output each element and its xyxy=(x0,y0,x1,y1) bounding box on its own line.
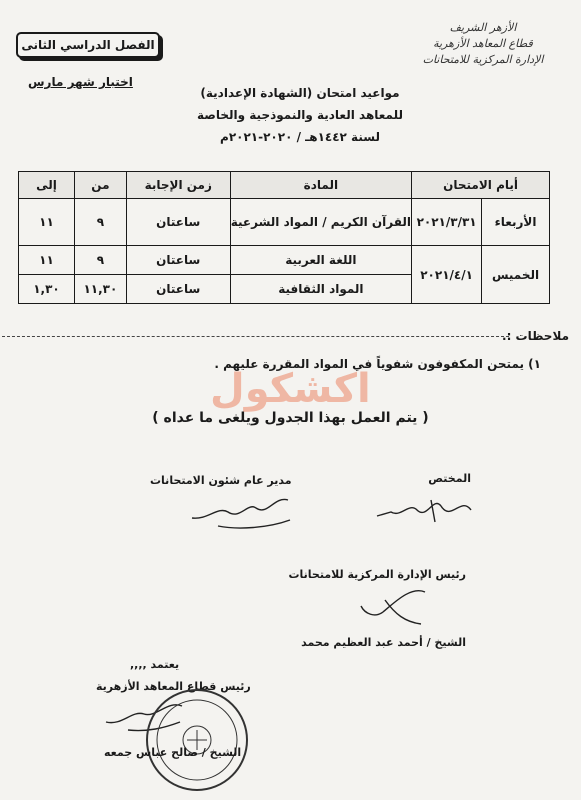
notes-label: ملاحظات :. xyxy=(502,329,569,343)
org-line-3: الإدارة المركزية للامتحانات xyxy=(422,53,544,66)
official-stamp xyxy=(142,685,252,795)
test-month-label: اختبار شهر مارس xyxy=(28,75,133,89)
sector-head-name: الشيخ / صالح عباس جمعه xyxy=(104,746,242,759)
institution-header xyxy=(403,20,563,68)
title-line-2: للمعاهد العادية والنموذجية والخاصة xyxy=(197,108,403,122)
header-duration: زمن الإجابة xyxy=(126,172,230,199)
subject-cell: المواد الثقافية xyxy=(230,275,412,304)
subject-cell: القرآن الكريم / المواد الشرعية xyxy=(230,199,412,246)
central-head-name: الشيخ / أحمد عبد العظيم محمد xyxy=(301,636,466,649)
date-cell: ٢٠٢١/٣/٣١ xyxy=(412,199,482,246)
header-to: إلى xyxy=(19,172,75,199)
subject-cell: اللغة العربية xyxy=(230,246,412,275)
org-line-1: الأزهر الشريف xyxy=(449,21,517,34)
from-cell: ٩ xyxy=(74,246,126,275)
org-line-2: قطاع المعاهد الأزهرية xyxy=(433,37,533,50)
exam-schedule-table xyxy=(18,171,550,304)
header-days: أيام الامتحان xyxy=(412,172,550,199)
title-line-1: مواعيد امتحان (الشهادة الإعدادية) xyxy=(200,86,400,100)
watermark: اكشكول xyxy=(210,366,371,412)
specialist-label: المختص xyxy=(428,472,471,485)
specialist-signature xyxy=(371,492,481,528)
to-cell: ١١ xyxy=(19,199,75,246)
to-cell: ١١ xyxy=(19,246,75,275)
duration-cell: ساعتان xyxy=(126,246,230,275)
director-label: مدير عام شئون الامتحانات xyxy=(150,474,292,487)
day-cell: الأربعاء xyxy=(482,199,550,246)
central-head-signature xyxy=(355,584,435,630)
date-cell: ٢٠٢١/٤/١ xyxy=(412,246,482,304)
director-signature xyxy=(178,490,298,534)
header-from: من xyxy=(74,172,126,199)
note-item: ١) يمتحن المكفوفون شفوياً في المواد المقررة عليهم . xyxy=(214,357,541,371)
from-cell: ٩ xyxy=(74,199,126,246)
duration-cell: ساعتان xyxy=(126,199,230,246)
term-box: الفصل الدراسي الثانى xyxy=(16,32,160,58)
header-subject: المادة xyxy=(230,172,412,199)
from-cell: ١١,٣٠ xyxy=(74,275,126,304)
note-main: ( يتم العمل بهذا الجدول ويلغى ما عداه ) xyxy=(152,410,429,426)
duration-cell: ساعتان xyxy=(126,275,230,304)
document-title xyxy=(150,82,450,148)
table-row xyxy=(19,199,550,246)
to-cell: ١,٣٠ xyxy=(19,275,75,304)
central-head-label: رئيس الإدارة المركزية للامتحانات xyxy=(288,568,466,581)
title-line-3: لسنة ١٤٤٢هـ / ٢٠٢٠-٢٠٢١م xyxy=(220,130,380,144)
day-cell: الخميس xyxy=(482,246,550,304)
table-row xyxy=(19,246,550,275)
approval-label: يعتمد ,,,, xyxy=(130,658,180,671)
sector-head-label: رئيس قطاع المعاهد الأزهرية xyxy=(96,680,251,693)
